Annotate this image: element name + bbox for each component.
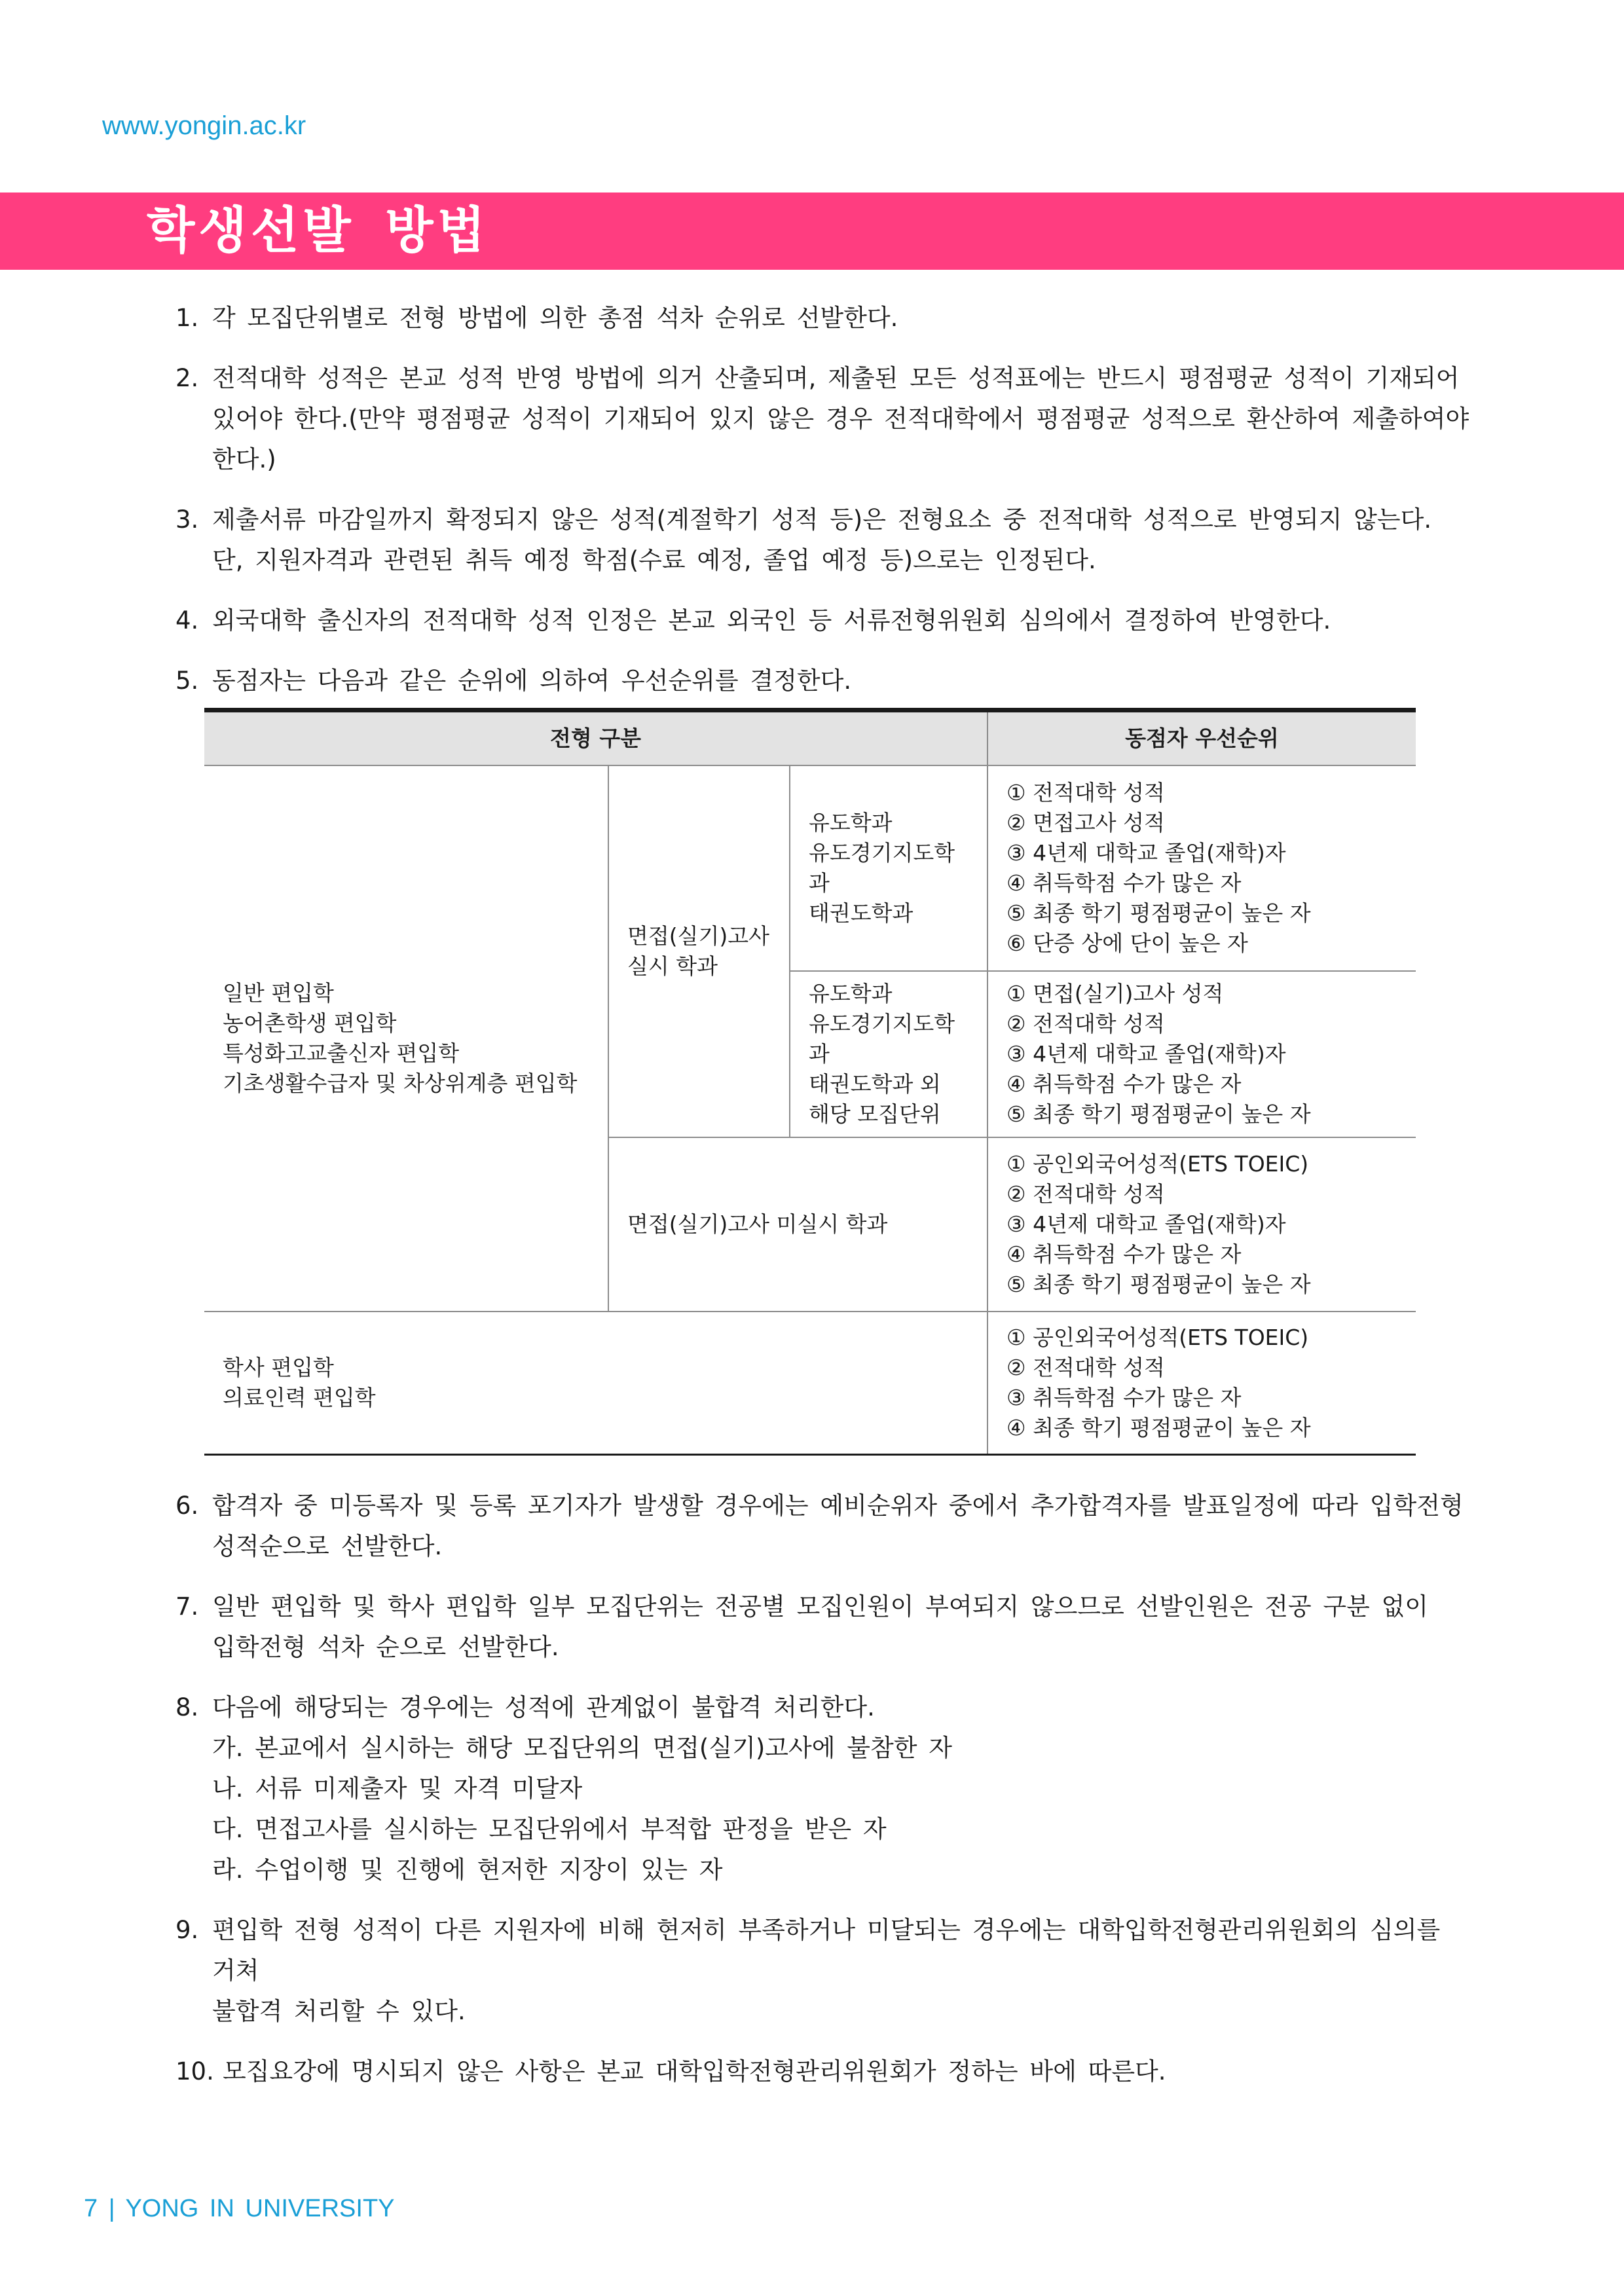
item-text: 각 모집단위별로 전형 방법에 의한 총점 석차 순위로 선발한다. [212,304,898,332]
priority-entry: ② 전적대학 성적 [1006,1011,1165,1037]
dept-label: 유도경기지도학과 [809,840,955,896]
priority-entry: ③ 4년제 대학교 졸업(재학)자 [1006,1041,1286,1067]
item-text: 외국대학 출신자의 전적대학 성적 인정은 본교 외국인 등 서류전형위원회 심의에서 결정하여 반영한다. [212,606,1331,634]
item-text: 합격자 중 미등록자 및 등록 포기자가 발생할 경우에는 예비순위자 중에서 추가합격자를 발표일정에 따라 입학전형 [212,1491,1464,1520]
type-label: 학사 편입학 [223,1354,334,1380]
bachelor-admission-types [204,1312,987,1454]
table-row [204,1312,1416,1454]
list-item [175,2051,1472,2092]
item-number: 2. [175,364,199,392]
page-number: 7 [84,2195,98,2222]
priority-entry: ③ 4년제 대학교 졸업(재학)자 [1006,1211,1286,1237]
header-selection-type: 전형 구분 [204,710,987,766]
type-label: 의료인력 편입학 [223,1384,376,1410]
list-item [175,1587,1472,1668]
priority-entry: ③ 취득학점 수가 많은 자 [1006,1384,1242,1410]
item-text: 일반 편입학 및 학사 편입학 일부 모집단위는 전공별 모집인원이 부여되지 않으므로 선발인원은 전공 구분 없이 [212,1592,1429,1621]
priority-entry: ② 전적대학 성적 [1006,1354,1165,1380]
priority-list-d [987,1312,1416,1454]
priority-entry: ② 전적대학 성적 [1006,1181,1165,1207]
item-text: 편입학 전형 성적이 다른 지원자에 비해 현저히 부족하거나 미달되는 경우에는 대학입학전형관리위원회의 심의를 거쳐 [212,1915,1441,1985]
item-number: 7. [175,1592,199,1621]
priority-list-c [987,1137,1416,1312]
item-number: 10. [175,2057,214,2085]
dept-label: 유도학과 [809,981,893,1006]
priority-entry: ④ 취득학점 수가 많은 자 [1006,1241,1242,1267]
priority-entry: ① 공인외국어성적(ETS TOEIC) [1006,1151,1309,1177]
dept-group-b [790,971,987,1137]
table-header-row [204,710,1416,766]
table-row [204,765,1416,971]
priority-entry: ① 공인외국어성적(ETS TOEIC) [1006,1324,1309,1350]
item-number: 8. [175,1693,199,1721]
item-subclause: 가. 본교에서 실시하는 해당 모집단위의 면접(실기)고사에 불참한 자 [212,1733,952,1762]
priority-entry: ④ 최종 학기 평점평균이 높은 자 [1006,1414,1311,1441]
university-name: YONG IN UNIVERSITY [125,2195,395,2222]
priority-list-b [987,971,1416,1137]
type-label: 특성화고교출신자 편입학 [223,1040,460,1066]
priority-entry: ① 면접(실기)고사 성적 [1006,981,1224,1006]
list-item [175,661,1472,701]
list-item [175,298,1472,339]
item-number: 3. [175,505,199,534]
priority-entry: ② 면접고사 성적 [1006,810,1165,835]
site-url[interactable]: www.yongin.ac.kr [102,111,306,140]
no-interview-dept-label: 면접(실기)고사 미실시 학과 [608,1137,987,1312]
type-label: 농어촌학생 편입학 [223,1010,397,1036]
item-text: 성적순으로 선발한다. [212,1532,443,1560]
dept-label: 유도학과 [809,810,893,835]
item-text: 다음에 해당되는 경우에는 성적에 관계없이 불합격 처리한다. [212,1693,875,1721]
item-text: 불합격 처리할 수 있다. [212,1996,466,2025]
item-text: 한다.) [212,445,276,473]
list-item [175,1687,1472,1890]
priority-list-a [987,765,1416,971]
item-text: 제출서류 마감일까지 확정되지 않은 성적(계절학기 성적 등)은 전형요소 중 전적대학 성적으로 반영되지 않는다. [212,505,1432,534]
priority-entry: ③ 4년제 대학교 졸업(재학)자 [1006,840,1286,866]
priority-entry: ④ 취득학점 수가 많은 자 [1006,870,1242,896]
item-number: 5. [175,667,199,695]
list-item [175,358,1472,480]
dept-label: 유도경기지도학과 [809,1011,955,1067]
item-subclause: 나. 서류 미제출자 및 자격 미달자 [212,1774,583,1803]
dept-label: 해당 모집단위 [809,1101,941,1127]
footer-separator: | [108,2195,115,2222]
item-number: 9. [175,1915,199,1944]
dept-label: 태권도학과 외 [809,1071,941,1097]
list-item [175,500,1472,581]
item-number: 4. [175,606,199,634]
item-text: 단, 지원자격과 관련된 취득 예정 학점(수료 예정, 졸업 예정 등)으로는 인정된다. [212,546,1096,574]
tie-break-priority-table [204,708,1416,1456]
interview-dept-label [608,765,790,1137]
dept-label: 태권도학과 [809,900,913,926]
priority-entry: ⑥ 단증 상에 단이 높은 자 [1006,930,1248,956]
header-priority: 동점자 우선순위 [987,710,1416,766]
item-subclause: 라. 수업이행 및 진행에 현저한 지장이 있는 자 [212,1855,723,1884]
section-banner [0,193,1624,270]
page-footer [84,2195,395,2223]
list-item [175,600,1472,641]
type-label: 일반 편입학 [223,980,334,1006]
interview-label-line: 면접(실기)고사 [627,923,770,949]
item-text: 입학전형 석차 순으로 선발한다. [212,1632,559,1661]
item-number: 1. [175,304,199,332]
item-number: 6. [175,1491,199,1520]
list-item [175,1486,1472,1567]
priority-entry: ⑤ 최종 학기 평점평균이 높은 자 [1006,900,1311,926]
item-text: 전적대학 성적은 본교 성적 반영 방법에 의거 산출되며, 제출된 모든 성적표에는 반드시 평점평균 성적이 기재되어 [212,364,1460,392]
selection-method-list [175,298,1472,2112]
item-text: 동점자는 다음과 같은 순위에 의하여 우선순위를 결정한다. [212,667,852,695]
priority-entry: ⑤ 최종 학기 평점평균이 높은 자 [1006,1272,1311,1297]
priority-entry: ① 전적대학 성적 [1006,780,1165,805]
item-text: 있어야 한다.(만약 평점평균 성적이 기재되어 있지 않은 경우 전적대학에서 평점평균 성적으로 환산하여 제출하여야 [212,405,1469,433]
list-item [175,1910,1472,2032]
priority-entry: ④ 취득학점 수가 많은 자 [1006,1071,1242,1097]
item-subclause: 다. 면접고사를 실시하는 모집단위에서 부적합 판정을 받은 자 [212,1814,887,1843]
section-title: 학생선발 방법 [147,201,489,259]
priority-entry: ⑤ 최종 학기 평점평균이 높은 자 [1006,1101,1311,1127]
type-label: 기초생활수급자 및 차상위계층 편입학 [223,1071,578,1096]
interview-label-line: 실시 학과 [627,953,718,979]
item-text: 모집요강에 명시되지 않은 사항은 본교 대학입학전형관리위원회가 정하는 바에 따른다. [223,2057,1166,2085]
general-admission-types [204,765,608,1312]
dept-group-a [790,765,987,971]
